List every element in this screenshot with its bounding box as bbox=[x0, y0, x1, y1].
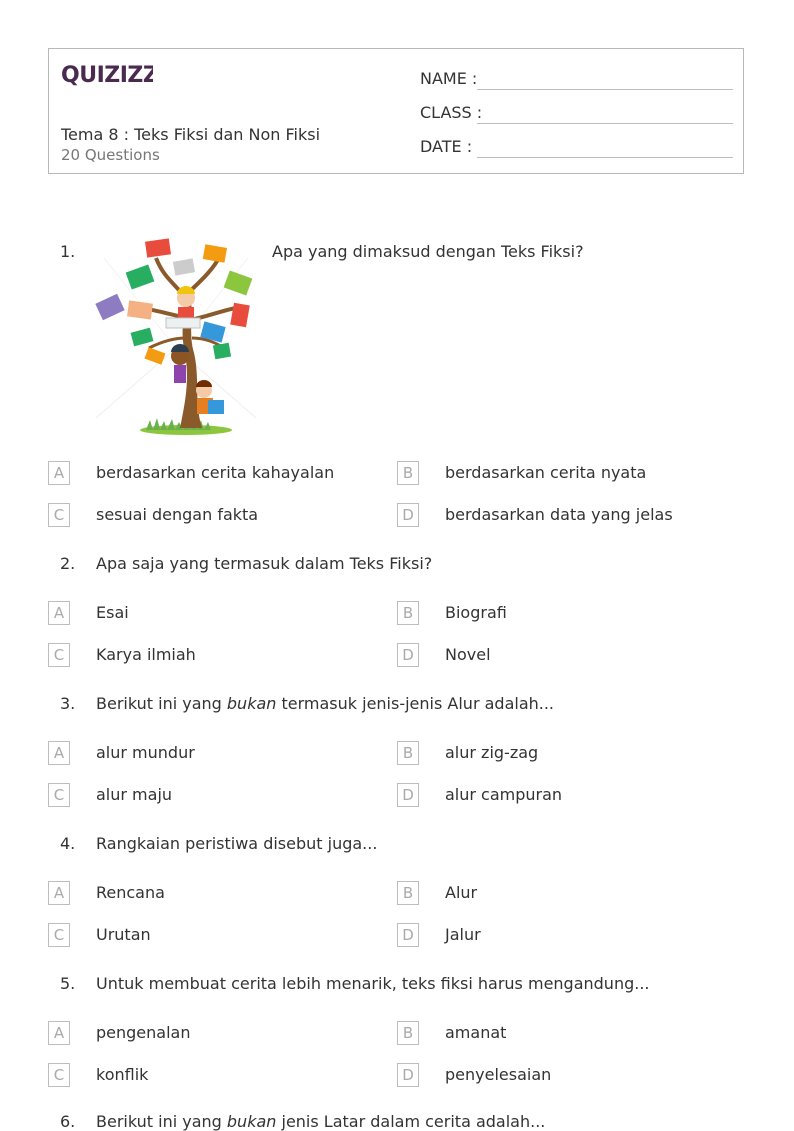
question-number: 3. bbox=[60, 694, 76, 713]
option-b-text: amanat bbox=[445, 1023, 507, 1042]
option-a-box[interactable]: A bbox=[48, 881, 70, 905]
question-text: Apa saja yang termasuk dalam Teks Fiksi? bbox=[96, 554, 433, 573]
option-b-box[interactable]: B bbox=[397, 461, 419, 485]
option-a-text: Rencana bbox=[96, 883, 165, 902]
option-b-text: Biografi bbox=[445, 603, 507, 622]
option-c-text: Karya ilmiah bbox=[96, 645, 196, 664]
option-c-box[interactable]: C bbox=[48, 923, 70, 947]
option-c-box[interactable]: C bbox=[48, 503, 70, 527]
quizizz-logo bbox=[61, 59, 153, 93]
option-b-box[interactable]: B bbox=[397, 741, 419, 765]
name-field-line[interactable] bbox=[477, 89, 733, 90]
option-d-text: Jalur bbox=[445, 925, 481, 944]
date-field-line[interactable] bbox=[477, 157, 733, 158]
question-text: Untuk membuat cerita lebih menarik, teks fiksi harus mengandung... bbox=[96, 974, 650, 993]
option-d-text: penyelesaian bbox=[445, 1065, 552, 1084]
option-d-text: alur campuran bbox=[445, 785, 563, 804]
option-c-text: konflik bbox=[96, 1065, 149, 1084]
option-b-box[interactable]: B bbox=[397, 881, 419, 905]
class-field-line[interactable] bbox=[477, 123, 733, 124]
option-b-text: Alur bbox=[445, 883, 478, 902]
option-b-box[interactable]: B bbox=[397, 601, 419, 625]
question-count: 20 Questions bbox=[61, 146, 160, 164]
option-a-box[interactable]: A bbox=[48, 741, 70, 765]
option-c-box[interactable]: C bbox=[48, 643, 70, 667]
svg-text:QUIZIZZ: QUIZIZZ bbox=[61, 63, 153, 88]
question-number: 1. bbox=[60, 242, 76, 261]
option-d-box[interactable]: D bbox=[397, 503, 419, 527]
option-c-text: sesuai dengan fakta bbox=[96, 505, 259, 524]
option-a-text: Esai bbox=[96, 603, 129, 622]
question-number: 6. bbox=[60, 1112, 76, 1131]
worksheet-title: Tema 8 : Teks Fiksi dan Non Fiksi bbox=[61, 125, 321, 144]
option-a-text: berdasarkan cerita kahayalan bbox=[96, 463, 335, 482]
emphasis-text: bukan bbox=[226, 694, 277, 713]
question-text: Rangkaian peristiwa disebut juga... bbox=[96, 834, 378, 853]
class-field-label: CLASS : bbox=[420, 103, 483, 122]
date-field-label: DATE : bbox=[420, 137, 473, 156]
option-d-box[interactable]: D bbox=[397, 1063, 419, 1087]
worksheet-header bbox=[48, 48, 744, 174]
option-d-text: berdasarkan data yang jelas bbox=[445, 505, 673, 524]
option-c-box[interactable]: C bbox=[48, 1063, 70, 1087]
question-number: 5. bbox=[60, 974, 76, 993]
question-text: Apa yang dimaksud dengan Teks Fiksi? bbox=[272, 242, 584, 261]
option-d-text: Novel bbox=[445, 645, 491, 664]
option-b-text: berdasarkan cerita nyata bbox=[445, 463, 647, 482]
question-number: 2. bbox=[60, 554, 76, 573]
option-b-box[interactable]: B bbox=[397, 1021, 419, 1045]
option-a-box[interactable]: A bbox=[48, 601, 70, 625]
option-c-box[interactable]: C bbox=[48, 783, 70, 807]
option-a-text: pengenalan bbox=[96, 1023, 191, 1042]
question-text: Berikut ini yang bukan termasuk jenis-jenis Alur adalah... bbox=[96, 694, 555, 713]
option-a-box[interactable]: A bbox=[48, 1021, 70, 1045]
option-a-box[interactable]: A bbox=[48, 461, 70, 485]
option-c-text: Urutan bbox=[96, 925, 151, 944]
option-d-box[interactable]: D bbox=[397, 643, 419, 667]
option-d-box[interactable]: D bbox=[397, 923, 419, 947]
name-field-label: NAME : bbox=[420, 69, 478, 88]
option-d-box[interactable]: D bbox=[397, 783, 419, 807]
option-b-text: alur zig-zag bbox=[445, 743, 539, 762]
option-c-text: alur maju bbox=[96, 785, 173, 804]
question-text: Berikut ini yang bukan jenis Latar dalam cerita adalah... bbox=[96, 1112, 546, 1131]
emphasis-text: bukan bbox=[226, 1112, 277, 1131]
option-a-text: alur mundur bbox=[96, 743, 195, 762]
question-number: 4. bbox=[60, 834, 76, 853]
tree-of-books-illustration bbox=[94, 238, 258, 438]
